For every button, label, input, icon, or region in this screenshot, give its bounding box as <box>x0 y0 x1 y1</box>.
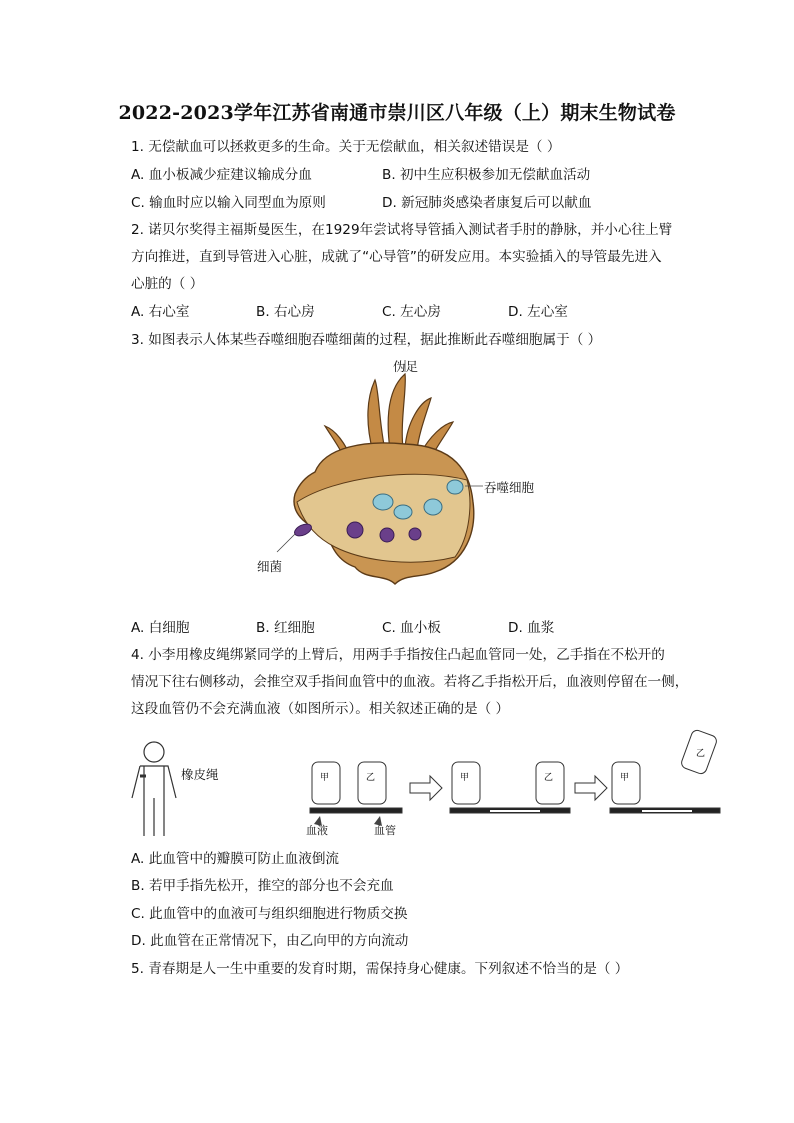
question-1-option-c: C. 输血时应以输入同型血为原则 <box>131 195 326 211</box>
question-2-line-1: 2. 诺贝尔奖得主福斯曼医生，在1929年尝试将导管插入测试者手肘的静脉，并小心往上臂 <box>131 222 673 238</box>
question-3-stem: 3. 如图表示人体某些吞噬细胞吞噬细菌的过程，据此推断此吞噬细胞属于（ ） <box>131 332 602 348</box>
bacteria-label: 细菌 <box>257 559 283 574</box>
question-4-line-3: 这段血管仍不会充满血液（如图所示）。相关叙述正确的是（ ） <box>131 701 510 717</box>
finger-press-figure <box>300 728 730 838</box>
question-1-option-b: B. 初中生应积极参加无偿献血活动 <box>382 167 591 183</box>
bacterium <box>409 528 421 540</box>
phagocyte-label: 吞噬细胞 <box>484 480 535 495</box>
question-3-option-c: C. 血小板 <box>382 620 441 636</box>
person-outline-figure <box>126 738 186 838</box>
question-4-line-1: 4. 小李用橡皮绳绑紧同学的上臂后，用两手手指按住凸起血管同一处，乙手指在不松开的 <box>131 647 665 663</box>
question-2-option-d: D. 左心室 <box>508 304 568 320</box>
finger-label-yi: 乙 <box>366 773 376 783</box>
organelle <box>394 505 412 519</box>
question-4-option-a: A. 此血管中的瓣膜可防止血液倒流 <box>131 851 340 867</box>
bacterium <box>380 528 394 542</box>
pseudopod-label: 伪足 <box>393 359 419 374</box>
question-2-line-3: 心脏的（ ） <box>131 276 204 292</box>
finger-label-jia: 甲 <box>460 773 470 783</box>
question-1-option-d: D. 新冠肺炎感染者康复后可以献血 <box>382 195 592 211</box>
question-3-option-a: A. 白细胞 <box>131 620 190 636</box>
question-2-option-b: B. 右心房 <box>256 304 315 320</box>
organelle <box>447 480 463 494</box>
question-1-stem: 1. 无偿献血可以拯救更多的生命。关于无偿献血，相关叙述错误是（ ） <box>131 139 561 155</box>
question-1-option-a: A. 血小板减少症建议输成分血 <box>131 167 312 183</box>
question-4-line-2: 情况下往右侧移动，会推空双手指间血管中的血液。若将乙手指松开后，血液则停留在一侧， <box>131 674 689 690</box>
page-title: 2022-2023学年江苏省南通市崇川区八年级（上）期末生物试卷 <box>118 102 676 124</box>
question-2-option-c: C. 左心房 <box>382 304 441 320</box>
finger-label-yi: 乙 <box>544 773 554 783</box>
finger-label-jia: 甲 <box>320 773 330 783</box>
question-5-stem: 5. 青春期是人一生中重要的发育时期，需保持身心健康。下列叙述不恰当的是（ ） <box>131 961 629 977</box>
organelle <box>373 494 393 510</box>
organelle <box>424 499 442 515</box>
question-3-option-b: B. 红细胞 <box>256 620 315 636</box>
question-3-option-d: D. 血浆 <box>508 620 555 636</box>
question-4-option-c: C. 此血管中的血液可与组织细胞进行物质交换 <box>131 906 408 922</box>
pseudopod <box>368 380 385 452</box>
question-2-option-a: A. 右心室 <box>131 304 190 320</box>
question-4-option-b: B. 若甲手指先松开，推空的部分也不会充血 <box>131 878 394 894</box>
vessel-label: 血管 <box>374 824 396 837</box>
rubber-rope-label: 橡皮绳 <box>181 767 219 782</box>
question-2-line-2: 方向推进，直到导管进入心脏，成就了“心导管”的研发应用。本实验插入的导管最先进入 <box>131 249 662 265</box>
pseudopod <box>388 374 405 450</box>
bacterium <box>347 522 363 538</box>
phagocyte-figure <box>255 352 555 597</box>
finger-label-yi: 乙 <box>696 749 706 759</box>
leader-line <box>277 534 295 552</box>
finger-label-jia: 甲 <box>620 773 630 783</box>
blood-label: 血液 <box>306 824 328 837</box>
question-4-option-d: D. 此血管在正常情况下，由乙向甲的方向流动 <box>131 933 409 949</box>
